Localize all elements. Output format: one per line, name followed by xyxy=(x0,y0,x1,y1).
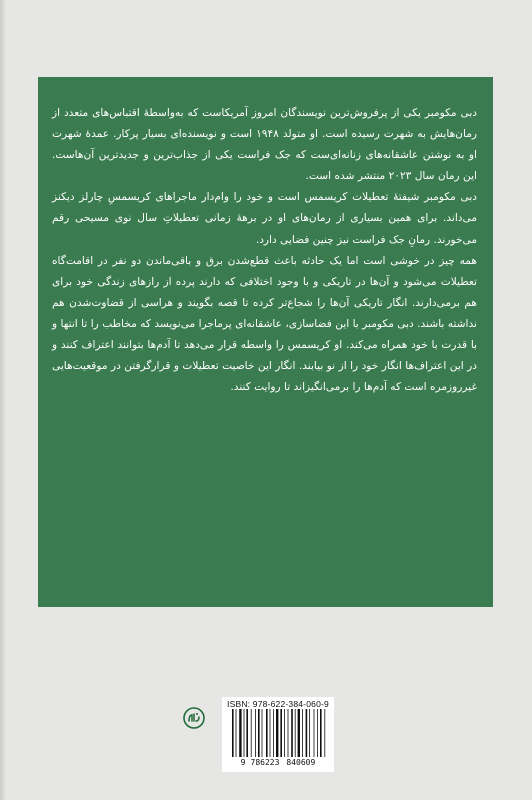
barcode-bar xyxy=(298,709,300,757)
barcode-bar xyxy=(232,709,234,757)
barcode-bar xyxy=(284,709,285,757)
barcode-bar xyxy=(317,709,318,757)
barcode-bar xyxy=(306,709,308,757)
barcode-bar xyxy=(295,709,296,757)
barcode-bar xyxy=(280,709,282,757)
blurb-paragraph-2: دبی مکومبر شیفتهٔ تعطیلات کریسمس است و خود را وام‌دار ماجراهای کریسمسِ چارلز دیکنز می‌داند. برای همین بسیاری از رمان‌های او در برههٔ زمانی تعطیلاتِ سال نوی مسیحی رقم می‌خورند. رمانِ جک فراست نیز چنین فضایی دارد. xyxy=(52,191,477,246)
barcode-digit-group-1: 786223 xyxy=(250,758,280,767)
barcode-bar xyxy=(255,709,256,757)
barcode-bar xyxy=(314,709,315,757)
barcode-bar xyxy=(251,709,252,757)
barcode-bar xyxy=(309,709,310,757)
barcode-bar xyxy=(302,709,303,757)
publisher-logo-icon xyxy=(183,707,205,729)
barcode-bar xyxy=(288,709,289,757)
blurb-panel xyxy=(38,77,493,607)
barcode-bar xyxy=(244,709,245,757)
barcode-bar xyxy=(266,709,268,757)
barcode-bar xyxy=(273,709,274,757)
barcode-icon xyxy=(226,709,330,759)
barcode-bar xyxy=(270,709,271,757)
barcode-bar xyxy=(291,709,293,757)
barcode-digit-lead: 9 xyxy=(240,758,246,767)
barcode-bar xyxy=(262,709,263,757)
barcode-bar xyxy=(236,709,237,757)
spine-shadow xyxy=(0,0,6,800)
barcode-bar xyxy=(276,709,278,757)
barcode-bar xyxy=(320,709,322,757)
blurb-text xyxy=(52,103,477,398)
blurb-paragraph-1: دبی مکومبر یکی از پرفروش‌ترین نویسندگان امروز آمریکاست که به‌واسطهٔ اقتباس‌های متعدد از رمان‌هایش به شهرت رسیده است. او متولد ۱۹۴۸ است و نویسنده‌ای بسیار پرکار. عمدهٔ شهرت او به نوشتن عاشقانه‌های زنانه‌ای‌ست که جک فراست یکی از جذاب‌ترین و جدیدترین آن‌هاست. این رمان سال ۲۰۲۳ منتشر شده است. xyxy=(52,107,477,183)
barcode-bar xyxy=(239,709,241,757)
barcode-digits xyxy=(222,758,334,767)
barcode-bar xyxy=(324,709,325,757)
barcode-box xyxy=(222,697,334,772)
barcode-bar xyxy=(258,709,260,757)
barcode-bar xyxy=(246,709,248,757)
blurb-paragraph-3: همه چیز در خوشی است اما یک حادثه باعث قطع‌شدن برق و باقی‌ماندن دو نفر در اقامت‌گاه تعطیلات می‌شود و آن‌ها در تاریکی و با وجود اختلافی که دارند پرده از رازهای زندگی خود برای هم برمی‌دارند. انگار تاریکی آن‌ها را شجاع‌تر کرده تا قصه بگویند و هراسی از قضاوت‌شدن هم نداشته باشند. دبی مکومبر با این فضاسازی، عاشقانه‌ای پرماجرا می‌نویسد که مخاطب را تا انتها و با قدرت با خود همراه می‌کند. او کریسمس را واسطه قرار می‌دهد تا آدم‌ها بتوانند اعتراف کنند و در این اعتراف‌ها انگار خود را از نو بیابند. انگار این خاصیت تعطیلات و قرارگرفتن در موقعیت‌هایی غیرروزمره است که آدم‌ها را برمی‌انگیزاند تا روایت کنند. xyxy=(52,254,477,394)
barcode-digit-group-2: 840609 xyxy=(286,758,316,767)
isbn-label: ISBN: 978-622-384-060-9 xyxy=(227,699,329,709)
